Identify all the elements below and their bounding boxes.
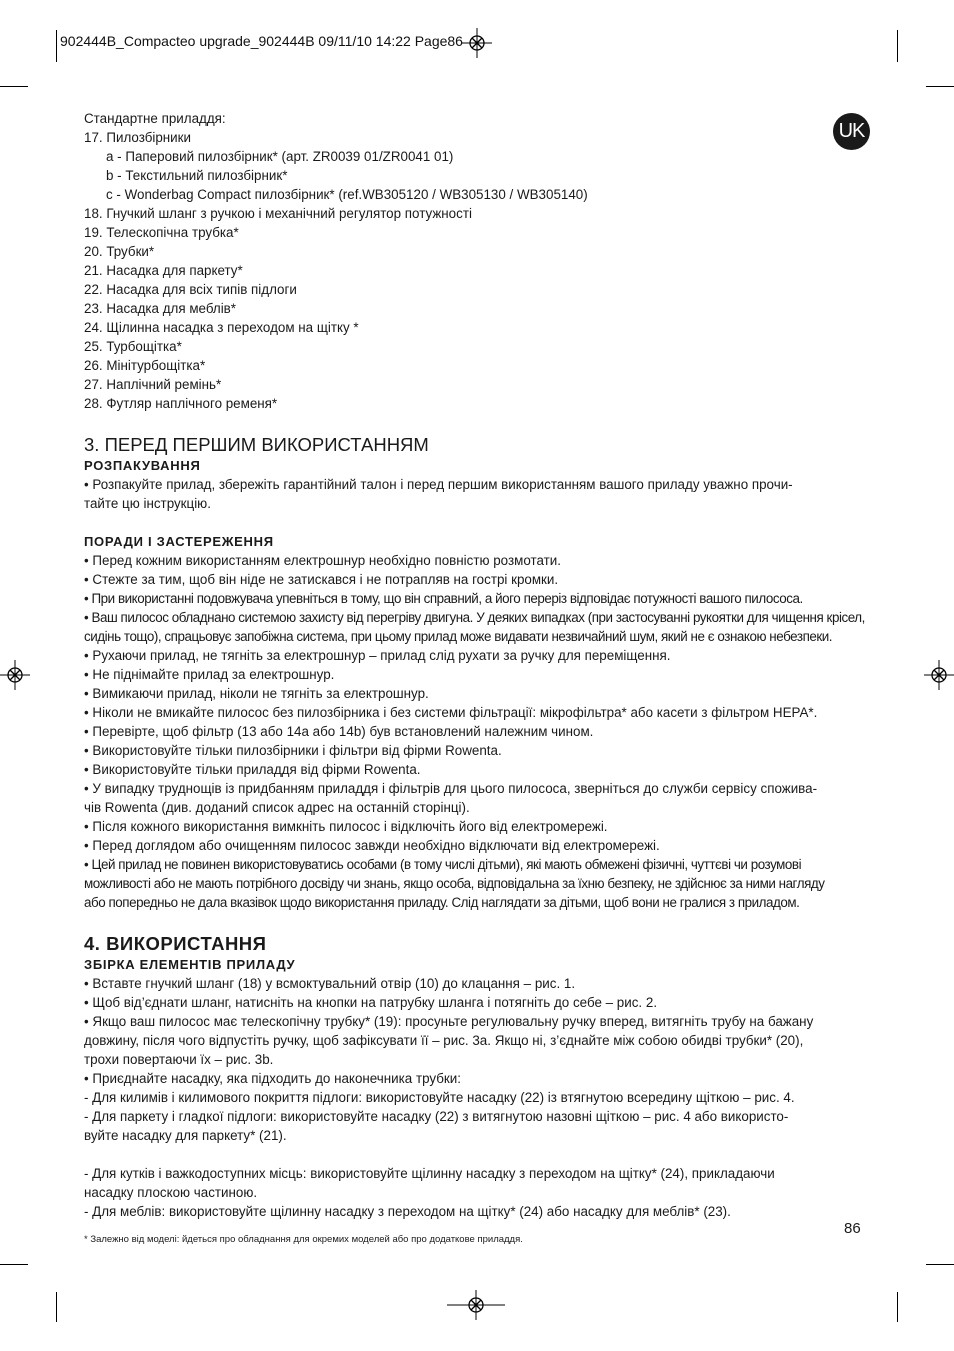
list-item: • Приєднайте насадку, яка підходить до наконечника трубки: [84,1071,461,1086]
unpacking-text [84,475,874,513]
text-line: • Розпакуйте прилад, збережіть гарантійний талон і перед першим використанням вашого приладу уважно прочи- [84,477,793,492]
list-item: • Рухаючи прилад, не тягніть за електрошнур – прилад слід рухати за ручку для переміщення. [84,648,671,663]
crop-mark-top-right-h [926,86,954,87]
list-item: сидінь тощо), спрацьовує запобіжна система, при цьому прилад може видавати незвичайний шум, який не є ознакою небезпеки. [84,629,833,644]
accessories-heading: Стандартне приладдя: [84,111,226,126]
list-item: 24. Щілинна насадка з переходом на щітку * [84,320,359,335]
list-item: • Вимикаючи прилад, ніколи не тягніть за електрошнур. [84,686,429,701]
accessories-list [84,128,874,413]
registration-mark-bottom-icon [447,1290,505,1320]
registration-mark-top-icon [462,28,492,58]
list-item: 21. Насадка для паркету* [84,263,243,278]
crop-mark-top-left-h [0,86,28,87]
crop-mark-top-left-v [56,30,57,62]
list-item: 26. Мінітурбощітка* [84,358,206,373]
language-badge: UK [833,113,870,150]
tips-subtitle: ПОРАДИ І ЗАСТЕРЕЖЕННЯ [84,534,274,549]
section-3-title: 3. ПЕРЕД ПЕРШИМ ВИКОРИСТАННЯМ [84,434,429,455]
page-number: 86 [844,1220,861,1237]
list-item: • Перед доглядом або очищенням пилосос завжди необхідно відключати від електромережі. [84,838,660,853]
registration-mark-right-icon [924,660,954,690]
list-item: насадку плоскою частиною. [84,1185,258,1200]
crop-mark-bottom-left-v [56,1292,57,1322]
list-item: • Перевірте, щоб фільтр (13 або 14a або 14b) був встановлений належним чином. [84,724,594,739]
tips-list [84,551,874,912]
list-item: - Для меблів: використовуйте щілинну насадку з переходом на щітку* (24) або насадку для меблів* (23). [84,1204,731,1219]
list-item: 18. Гнучкий шланг з ручкою і механічний регулятор потужності [84,206,472,221]
list-item: • Ваш пилосос обладнано системою захисту від перегріву двигуна. У деяких випадках (при застосуванні рукоятки для чищення крісел, [84,610,865,625]
page-content [84,109,874,1221]
list-item [84,1145,874,1164]
list-item: 20. Трубки* [84,244,155,259]
list-item: b - Текстильний пилозбірник* [106,168,288,183]
list-item: 25. Турбощітка* [84,339,182,354]
list-item: вуйте насадку для паркету* (21). [84,1128,287,1143]
print-slug-line: 902444B_Compacteo upgrade_902444B 09/11/10 14:22 Page86 [60,33,463,49]
list-item: 19. Телескопічна трубка* [84,225,239,240]
list-item: довжину, після чого відпустіть ручку, щоб зафіксувати її – рис. 3a. Якщо ні, з’єднайте між собою обидві трубки* (20), [84,1033,804,1048]
list-item: можливості або не мають потрібного досвіду чи знань, якщо особа, відповідальна за їхню безпеку, не здійснює за ними нагляду [84,876,825,891]
list-item: • При використанні подовжувача упевніться в тому, що він справний, а його переріз відповідає потужності вашого пилососа. [84,591,803,606]
crop-mark-bottom-right-h [926,1264,954,1265]
list-item: • Щоб від’єднати шланг, натисніть на кнопки на патрубку шланга і потягніть до себе – рис. 2. [84,995,658,1010]
text-line: тайте цю інструкцію. [84,496,211,511]
section-4-title: 4. ВИКОРИСТАННЯ [84,933,267,954]
list-item: • Вставте гнучкий шланг (18) у всмоктувальний отвір (10) до клацання – рис. 1. [84,976,576,991]
assembly-list [84,974,874,1221]
list-item: • У випадку труднощів із придбанням приладдя і фільтрів для цього пилососа, зверніться до служби сервісу спожива- [84,781,818,796]
unpacking-subtitle: РОЗПАКУВАННЯ [84,458,201,473]
registration-mark-left-icon [0,660,30,690]
list-item: • Після кожного використання вимкніть пилосос і відключіть його від електромережі. [84,819,608,834]
list-item: • Стежте за тим, щоб він ніде не затискався і не потрапляв на гострі кромки. [84,572,559,587]
crop-mark-top-right-v [897,30,898,62]
list-item: - Для килимів і килимового покриття підлоги: використовуйте насадку (22) із втягнутою всередину щіткою – рис. 4. [84,1090,795,1105]
list-item: • Використовуйте тільки приладдя від фірми Rowenta. [84,762,421,777]
list-item: 17. Пилозбірники [84,130,191,145]
list-item: 22. Насадка для всіх типів підлоги [84,282,297,297]
assembly-subtitle: ЗБІРКА ЕЛЕМЕНТІВ ПРИЛАДУ [84,957,296,972]
list-item: - Для кутків і важкодоступних місць: використовуйте щілинну насадку з переходом на щітку* (24), прикладаючи [84,1166,775,1181]
list-item: 28. Футляр наплічного ременя* [84,396,278,411]
crop-mark-bottom-right-v [897,1292,898,1322]
list-item: c - Wonderbag Compact пилозбірник* (ref.WB305120 / WB305130 / WB305140) [106,187,588,202]
list-item: • Не піднімайте прилад за електрошнур. [84,667,335,682]
list-item: чів Rowenta (див. доданий список адрес на останній сторінці). [84,800,470,815]
list-item: • Цей прилад не повинен використовуватись особами (в тому числі дітьми), які мають обмежені фізичні, чуттєві чи розумові [84,857,802,872]
list-item: - Для паркету і гладкої підлоги: використовуйте насадку (22) з витягнутою назовні щіткою – рис. 4 або використо- [84,1109,789,1124]
footnote: * Залежно від моделі: йдеться про обладнання для окремих моделей або про додаткове приладдя. [84,1234,523,1245]
list-item: 27. Наплічний ремінь* [84,377,222,392]
list-item: • Якщо ваш пилосос має телескопічну трубку* (19): просуньте регулювальну ручку вперед, витягніть трубу на бажану [84,1014,814,1029]
list-item: • Використовуйте тільки пилозбірники і фільтри від фірми Rowenta. [84,743,502,758]
list-item: або попередньо не дала вказівок щодо використання приладу. Слід наглядати за дітьми, щоб вони не гралися з приладом. [84,895,800,910]
list-item: трохи повертаючи їх – рис. 3b. [84,1052,274,1067]
list-item: • Ніколи не вмикайте пилосос без пилозбірника і без системи фільтрації: мікрофільтра* або касети з фільтром HEPA*. [84,705,818,720]
list-item: • Перед кожним використанням електрошнур необхідно повністю розмотати. [84,553,561,568]
crop-mark-bottom-left-h [0,1264,28,1265]
list-item: a - Паперовий пилозбірник* (арт. ZR0039 01/ZR0041 01) [106,149,454,164]
list-item: 23. Насадка для меблів* [84,301,237,316]
